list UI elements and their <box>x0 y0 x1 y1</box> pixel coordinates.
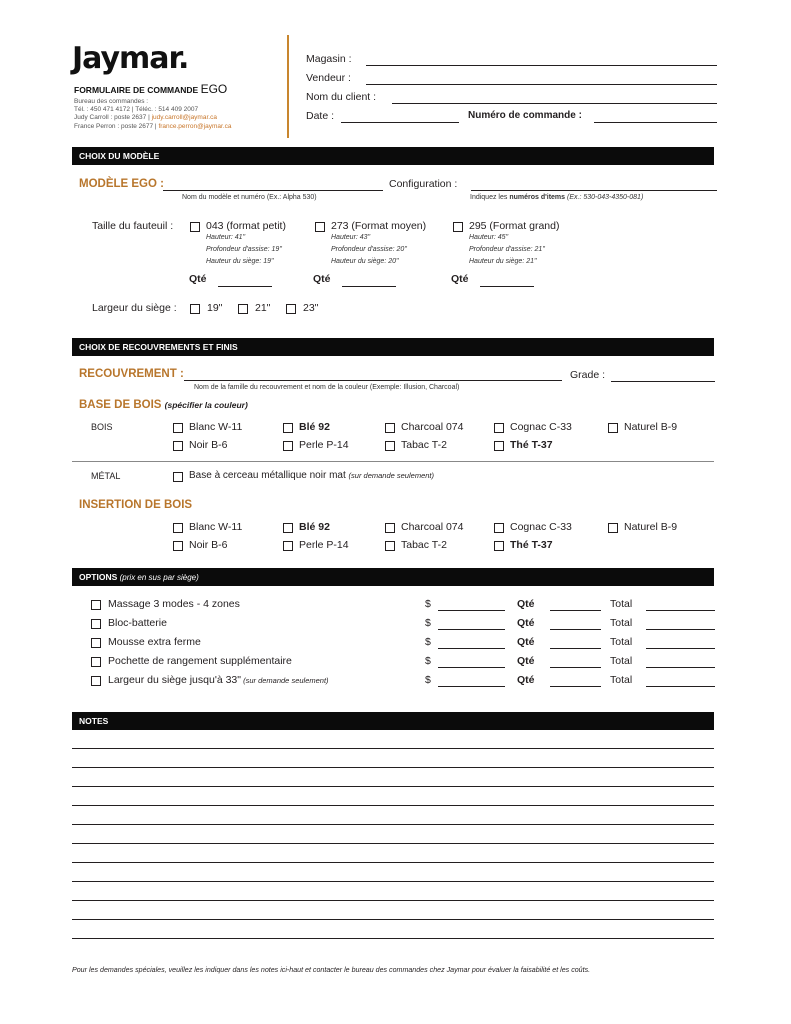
size-295-depth: Profondeur d'assise: 21" <box>469 246 545 253</box>
wood-insert-option-r2-1-checkbox[interactable] <box>283 541 293 551</box>
header-divider <box>287 35 289 138</box>
wood-base-option-2-label: Charcoal 074 <box>401 421 464 433</box>
size-273-seat: Hauteur du siège: 20" <box>331 258 399 265</box>
metal-label: MÉTAL <box>91 471 121 481</box>
option-0-total-label: Total <box>610 598 633 610</box>
size-273-label: 273 (Format moyen) <box>331 220 427 232</box>
width-label: Largeur du siège : <box>92 302 177 314</box>
date-label: Date : <box>306 110 335 122</box>
wood-insert-option-3-checkbox[interactable] <box>494 523 504 533</box>
option-0-price-field[interactable] <box>438 610 505 611</box>
wood-insert-option-r2-2-checkbox[interactable] <box>385 541 395 551</box>
magasin-field[interactable] <box>366 65 717 66</box>
option-2-total-label: Total <box>610 636 633 648</box>
wood-insert-option-r2-1-label: Perle P-14 <box>299 539 349 551</box>
model-label: MODÈLE EGO : <box>79 178 164 190</box>
wood-insert-option-r2-2-label: Tabac T-2 <box>401 539 447 551</box>
size-295-qty-field[interactable] <box>480 286 534 287</box>
notes-line[interactable] <box>72 881 714 882</box>
order-number-field[interactable] <box>594 122 717 123</box>
wood-insert-option-1-checkbox[interactable] <box>283 523 293 533</box>
contact-judy: Judy Carroll : poste 2637 | judy.carroll@jaymar.ca <box>74 114 217 121</box>
section-bar-cover: CHOIX DE RECOUVREMENTS ET FINIS <box>72 338 714 356</box>
config-field[interactable] <box>471 190 717 191</box>
option-1-dollar: $ <box>425 617 431 629</box>
size-273-qty-field[interactable] <box>342 286 396 287</box>
wood-base-option-4-checkbox[interactable] <box>608 423 618 433</box>
option-4-label: Largeur du siège jusqu'à 33" (sur demande seulement) <box>108 674 329 686</box>
wood-base-option-r2-1-checkbox[interactable] <box>283 441 293 451</box>
size-043-label: 043 (format petit) <box>206 220 286 232</box>
option-2-qty-field[interactable] <box>550 648 601 649</box>
option-1-checkbox[interactable] <box>91 619 101 629</box>
wood-base-option-r2-0-label: Noir B-6 <box>189 439 228 451</box>
form-title-model: EGO <box>200 82 228 96</box>
section-bar-model: CHOIX DU MODÈLE <box>72 147 714 165</box>
section-bar-notes: NOTES <box>72 712 714 730</box>
client-label: Nom du client : <box>306 91 377 103</box>
wood-base-option-1-label: Blé 92 <box>299 421 330 433</box>
jaymar-logo: Jaymar. <box>72 41 189 76</box>
size-273-height: Hauteur: 43" <box>331 234 371 241</box>
size-295-seat: Hauteur du siège: 21" <box>469 258 537 265</box>
option-3-qty-field[interactable] <box>550 667 601 668</box>
option-1-qty-field[interactable] <box>550 629 601 630</box>
option-2-qty-label: Qté <box>517 636 535 648</box>
notes-line[interactable] <box>72 900 714 901</box>
option-1-total-label: Total <box>610 617 633 629</box>
option-3-dollar: $ <box>425 655 431 667</box>
notes-line[interactable] <box>72 862 714 863</box>
size-043-seat: Hauteur du siège: 19" <box>206 258 274 265</box>
option-4-qty-label: Qté <box>517 674 535 686</box>
wood-base-option-r2-1-label: Perle P-14 <box>299 439 349 451</box>
size-295-checkbox[interactable] <box>453 222 463 232</box>
option-0-checkbox[interactable] <box>91 600 101 610</box>
size-273-depth: Profondeur d'assise: 20" <box>331 246 407 253</box>
wood-base-option-r2-2-label: Tabac T-2 <box>401 439 447 451</box>
option-2-label: Mousse extra ferme <box>108 636 201 648</box>
phone-line: Tél. : 450 471 4172 | Téléc. : 514 409 2007 <box>74 106 199 113</box>
wood-base-option-4-label: Naturel B-9 <box>624 421 678 433</box>
option-3-total-label: Total <box>610 655 633 667</box>
width-23-checkbox[interactable] <box>286 304 296 314</box>
wood-insert-option-2-label: Charcoal 074 <box>401 521 464 533</box>
option-3-total-field[interactable] <box>646 667 715 668</box>
option-1-label: Bloc-batterie <box>108 617 167 629</box>
size-295-label: 295 (Format grand) <box>469 220 560 232</box>
width-19-label: 19" <box>207 302 223 314</box>
option-1-qty-label: Qté <box>517 617 535 629</box>
order-number-label: Numéro de commande : <box>468 110 582 121</box>
size-043-height: Hauteur: 41" <box>206 234 246 241</box>
insert-label: INSERTION DE BOIS <box>79 499 193 511</box>
wood-insert-option-2-checkbox[interactable] <box>385 523 395 533</box>
wood-insert-option-0-checkbox[interactable] <box>173 523 183 533</box>
wood-insert-option-r2-0-checkbox[interactable] <box>173 541 183 551</box>
option-2-price-field[interactable] <box>438 648 505 649</box>
notes-line[interactable] <box>72 938 714 939</box>
magasin-label: Magasin : <box>306 53 352 65</box>
option-4-total-field[interactable] <box>646 686 715 687</box>
size-label: Taille du fauteuil : <box>92 220 174 232</box>
wood-base-option-r2-3-label: Thé T-37 <box>510 439 553 451</box>
option-3-qty-label: Qté <box>517 655 535 667</box>
wood-insert-option-r2-0-label: Noir B-6 <box>189 539 228 551</box>
notes-line[interactable] <box>72 786 714 787</box>
wood-base-option-3-label: Cognac C-33 <box>510 421 572 433</box>
width-19-checkbox[interactable] <box>190 304 200 314</box>
option-4-checkbox[interactable] <box>91 676 101 686</box>
date-field[interactable] <box>341 122 459 123</box>
option-2-dollar: $ <box>425 636 431 648</box>
size-295-qty-label: Qté <box>451 273 469 285</box>
cover-label: RECOUVREMENT : <box>79 368 184 380</box>
size-043-qty-label: Qté <box>189 273 207 285</box>
wood-base-option-3-checkbox[interactable] <box>494 423 504 433</box>
option-2-checkbox[interactable] <box>91 638 101 648</box>
wood-base-option-r2-0-checkbox[interactable] <box>173 441 183 451</box>
option-0-qty-field[interactable] <box>550 610 601 611</box>
config-label: Configuration : <box>389 178 458 190</box>
wood-base-option-1-checkbox[interactable] <box>283 423 293 433</box>
option-1-price-field[interactable] <box>438 629 505 630</box>
bois-label: BOIS <box>91 422 113 432</box>
wood-base-label: BASE DE BOIS (spécifier la couleur) <box>79 399 248 411</box>
width-21-checkbox[interactable] <box>238 304 248 314</box>
config-hint: Indiquez les numéros d'items (Ex.: 530-043-4350-081) <box>470 194 644 201</box>
notes-line[interactable] <box>72 805 714 806</box>
size-273-checkbox[interactable] <box>315 222 325 232</box>
cover-field[interactable] <box>184 380 562 381</box>
size-043-checkbox[interactable] <box>190 222 200 232</box>
model-hint: Nom du modèle et numéro (Ex.: Alpha 530) <box>182 194 317 201</box>
width-23-label: 23" <box>303 302 319 314</box>
wood-base-option-r2-2-checkbox[interactable] <box>385 441 395 451</box>
wood-base-option-r2-3-checkbox[interactable] <box>494 441 504 451</box>
wood-insert-option-3-label: Cognac C-33 <box>510 521 572 533</box>
size-043-qty-field[interactable] <box>218 286 272 287</box>
footer-note: Pour les demandes spéciales, veuillez les indiquer dans les notes ici-haut et contacter le bureau des commandes chez Jaymar pour évaluer la faisabilité et les coûts. <box>72 966 591 974</box>
wood-insert-option-r2-3-label: Thé T-37 <box>510 539 553 551</box>
vendeur-label: Vendeur : <box>306 72 351 84</box>
form-title: FORMULAIRE DE COMMANDE EGO <box>74 82 228 96</box>
option-4-price-field[interactable] <box>438 686 505 687</box>
option-4-qty-field[interactable] <box>550 686 601 687</box>
option-0-label: Massage 3 modes - 4 zones <box>108 598 240 610</box>
wood-base-option-0-checkbox[interactable] <box>173 423 183 433</box>
notes-line[interactable] <box>72 919 714 920</box>
grade-field[interactable] <box>611 381 715 382</box>
notes-line[interactable] <box>72 767 714 768</box>
metal-base-label: Base à cerceau métallique noir mat (sur demande seulement) <box>189 470 434 481</box>
contact-france: France Perron : poste 2677 | france.perron@jaymar.ca <box>74 123 232 130</box>
option-4-total-label: Total <box>610 674 633 686</box>
option-3-label: Pochette de rangement supplémentaire <box>108 655 292 667</box>
wood-insert-option-0-label: Blanc W-11 <box>189 521 243 533</box>
option-2-total-field[interactable] <box>646 648 715 649</box>
option-1-total-field[interactable] <box>646 629 715 630</box>
bureau-label: Bureau des commandes : <box>74 98 149 105</box>
size-043-depth: Profondeur d'assise: 19" <box>206 246 282 253</box>
wood-insert-option-1-label: Blé 92 <box>299 521 330 533</box>
notes-line[interactable] <box>72 843 714 844</box>
wood-metal-divider <box>72 461 714 462</box>
size-273-qty-label: Qté <box>313 273 331 285</box>
wood-base-option-0-label: Blanc W-11 <box>189 421 243 433</box>
model-field[interactable] <box>163 190 383 191</box>
wood-insert-option-r2-3-checkbox[interactable] <box>494 541 504 551</box>
option-4-dollar: $ <box>425 674 431 686</box>
option-0-total-field[interactable] <box>646 610 715 611</box>
grade-label: Grade : <box>570 369 606 381</box>
wood-insert-option-4-label: Naturel B-9 <box>624 521 678 533</box>
wood-insert-option-4-checkbox[interactable] <box>608 523 618 533</box>
client-field[interactable] <box>392 103 717 104</box>
option-3-price-field[interactable] <box>438 667 505 668</box>
size-295-height: Hauteur: 45" <box>469 234 509 241</box>
width-21-label: 21" <box>255 302 271 314</box>
metal-base-checkbox[interactable] <box>173 472 183 482</box>
option-0-dollar: $ <box>425 598 431 610</box>
wood-base-option-2-checkbox[interactable] <box>385 423 395 433</box>
option-0-qty-label: Qté <box>517 598 535 610</box>
section-bar-options: OPTIONS (prix en sus par siège) <box>72 568 714 586</box>
notes-line[interactable] <box>72 824 714 825</box>
notes-line[interactable] <box>72 748 714 749</box>
cover-hint: Nom de la famille du recouvrement et nom de la couleur (Exemple: Illusion, Charcoal) <box>194 384 460 391</box>
vendeur-field[interactable] <box>366 84 717 85</box>
option-3-checkbox[interactable] <box>91 657 101 667</box>
